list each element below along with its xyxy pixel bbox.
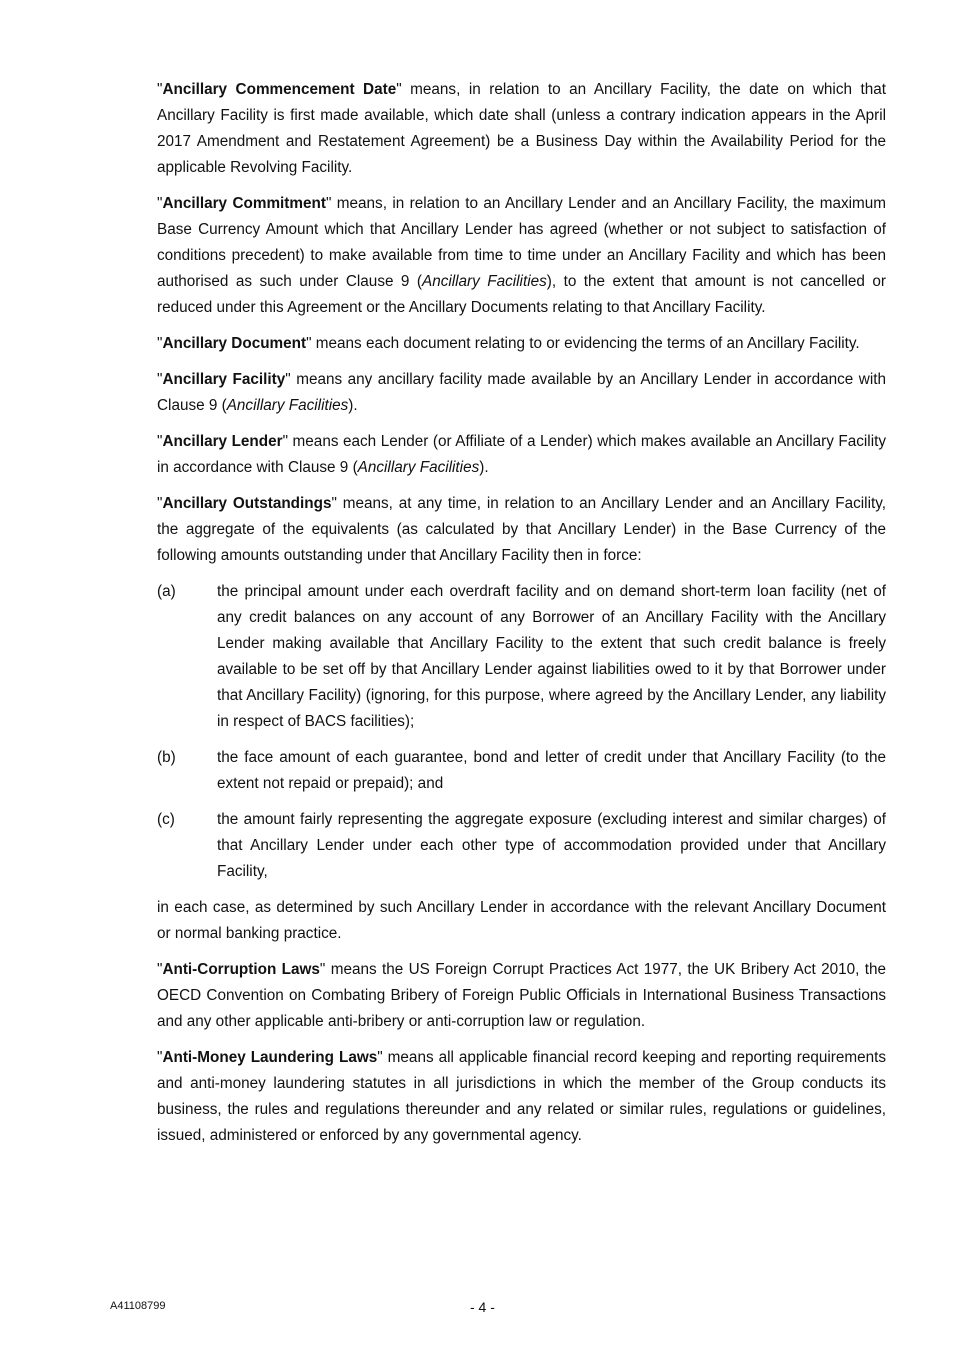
- list-item: [157, 807, 886, 885]
- definition-ancillary-document: "Ancillary Document" means each document relating to or evidencing the terms of an Ancillary Facility.: [157, 335, 860, 352]
- defined-term: Ancillary Facility: [162, 371, 286, 388]
- defined-term: Anti-Money Laundering Laws: [162, 1049, 378, 1066]
- defined-term: Ancillary Commitment: [162, 195, 326, 212]
- definition-closing-text: in each case, as determined by such Ancillary Lender in accordance with the relevant Ancillary Document or normal banking practice.: [157, 899, 886, 942]
- definition-ancillary-outstandings: "Ancillary Outstandings" means, at any time, in relation to an Ancillary Lender and an Ancillary Facility, the aggregate of the equivalents (as calculated by that Ancillary Lender) in the Base Currency of the following amounts outstanding under that Ancillary Facility then in force:: [157, 495, 886, 564]
- list-item-label: (c): [157, 811, 175, 828]
- list-item-label: (a): [157, 583, 176, 600]
- definition-ancillary-facility: "Ancillary Facility" means any ancillary facility made available by an Ancillary Lender in accordance with Clause 9 (Ancillary Facilities).: [157, 371, 886, 414]
- definition-ancillary-commencement-date: "Ancillary Commencement Date" means, in relation to an Ancillary Facility, the date on which that Ancillary Facility is first made available, which date shall (unless a contrary indication appears in the April 2017 Amendment and Restatement Agreement) be a Business Day within the Availability Period for the applicable Revolving Facility.: [157, 81, 886, 176]
- defined-term: Anti-Corruption Laws: [162, 961, 320, 978]
- document-id: A41108799: [110, 1300, 166, 1312]
- defined-term: Ancillary Lender: [162, 433, 283, 450]
- clause-reference: Ancillary Facilities: [357, 459, 480, 476]
- defined-term: Ancillary Commencement Date: [162, 81, 397, 98]
- document-body: [157, 77, 886, 1159]
- list-item: [157, 745, 886, 797]
- definition-ancillary-commitment: "Ancillary Commitment" means, in relation to an Ancillary Lender and an Ancillary Facility, the maximum Base Currency Amount which that Ancillary Lender has agreed (whether or not subject to satisfaction of conditions precedent) to make available from time to time under an Ancillary Facility and which has been authorised as such under Clause 9 (Ancillary Facilities), to the extent that amount is not cancelled or reduced under this Agreement or the Ancillary Documents relating to that Ancillary Facility.: [157, 195, 886, 316]
- list-item-text: the face amount of each guarantee, bond and letter of credit under that Ancillary Facility (to the extent not repaid or prepaid); and: [217, 749, 886, 792]
- list-item: [157, 579, 886, 735]
- list-item-text: the amount fairly representing the aggregate exposure (excluding interest and similar charges) of that Ancillary Lender under each other type of accommodation provided under that Ancillary Facility,: [217, 811, 886, 880]
- definition-ancillary-lender: "Ancillary Lender" means each Lender (or Affiliate of a Lender) which makes available an Ancillary Facility in accordance with Clause 9 (Ancillary Facilities).: [157, 433, 886, 476]
- defined-term: Ancillary Outstandings: [162, 495, 332, 512]
- clause-reference: Ancillary Facilities: [422, 273, 547, 290]
- list-item-label: (b): [157, 749, 176, 766]
- page-number: - 4 -: [470, 1299, 495, 1315]
- definition-anti-corruption-laws: "Anti-Corruption Laws" means the US Foreign Corrupt Practices Act 1977, the UK Bribery Act 2010, the OECD Convention on Combating Bribery of Foreign Public Officials in International Business Transactions and any other applicable anti-bribery or anti-corruption law or regulation.: [157, 961, 887, 1030]
- clause-reference: Ancillary Facilities: [226, 397, 349, 414]
- list-item-text: the principal amount under each overdraft facility and on demand short-term loan facility (net of any credit balances on any account of any Borrower of an Ancillary Facility with the Ancillary Lender making available that Ancillary Facility to the extent that such credit balance is freely available to be set off by that Ancillary Lender against liabilities owed to it by that Borrower under that Ancillary Facility) (ignoring, for this purpose, where agreed by the Ancillary Lender, any liability in respect of BACS facilities);: [217, 583, 886, 730]
- definition-anti-money-laundering-laws: "Anti-Money Laundering Laws" means all applicable financial record keeping and reporting requirements and anti-money laundering statutes in all jurisdictions in which the member of the Group conducts its business, the rules and regulations thereunder and any related or similar rules, regulations or guidelines, issued, administered or enforced by any governmental agency.: [157, 1049, 887, 1144]
- defined-term: Ancillary Document: [162, 335, 307, 352]
